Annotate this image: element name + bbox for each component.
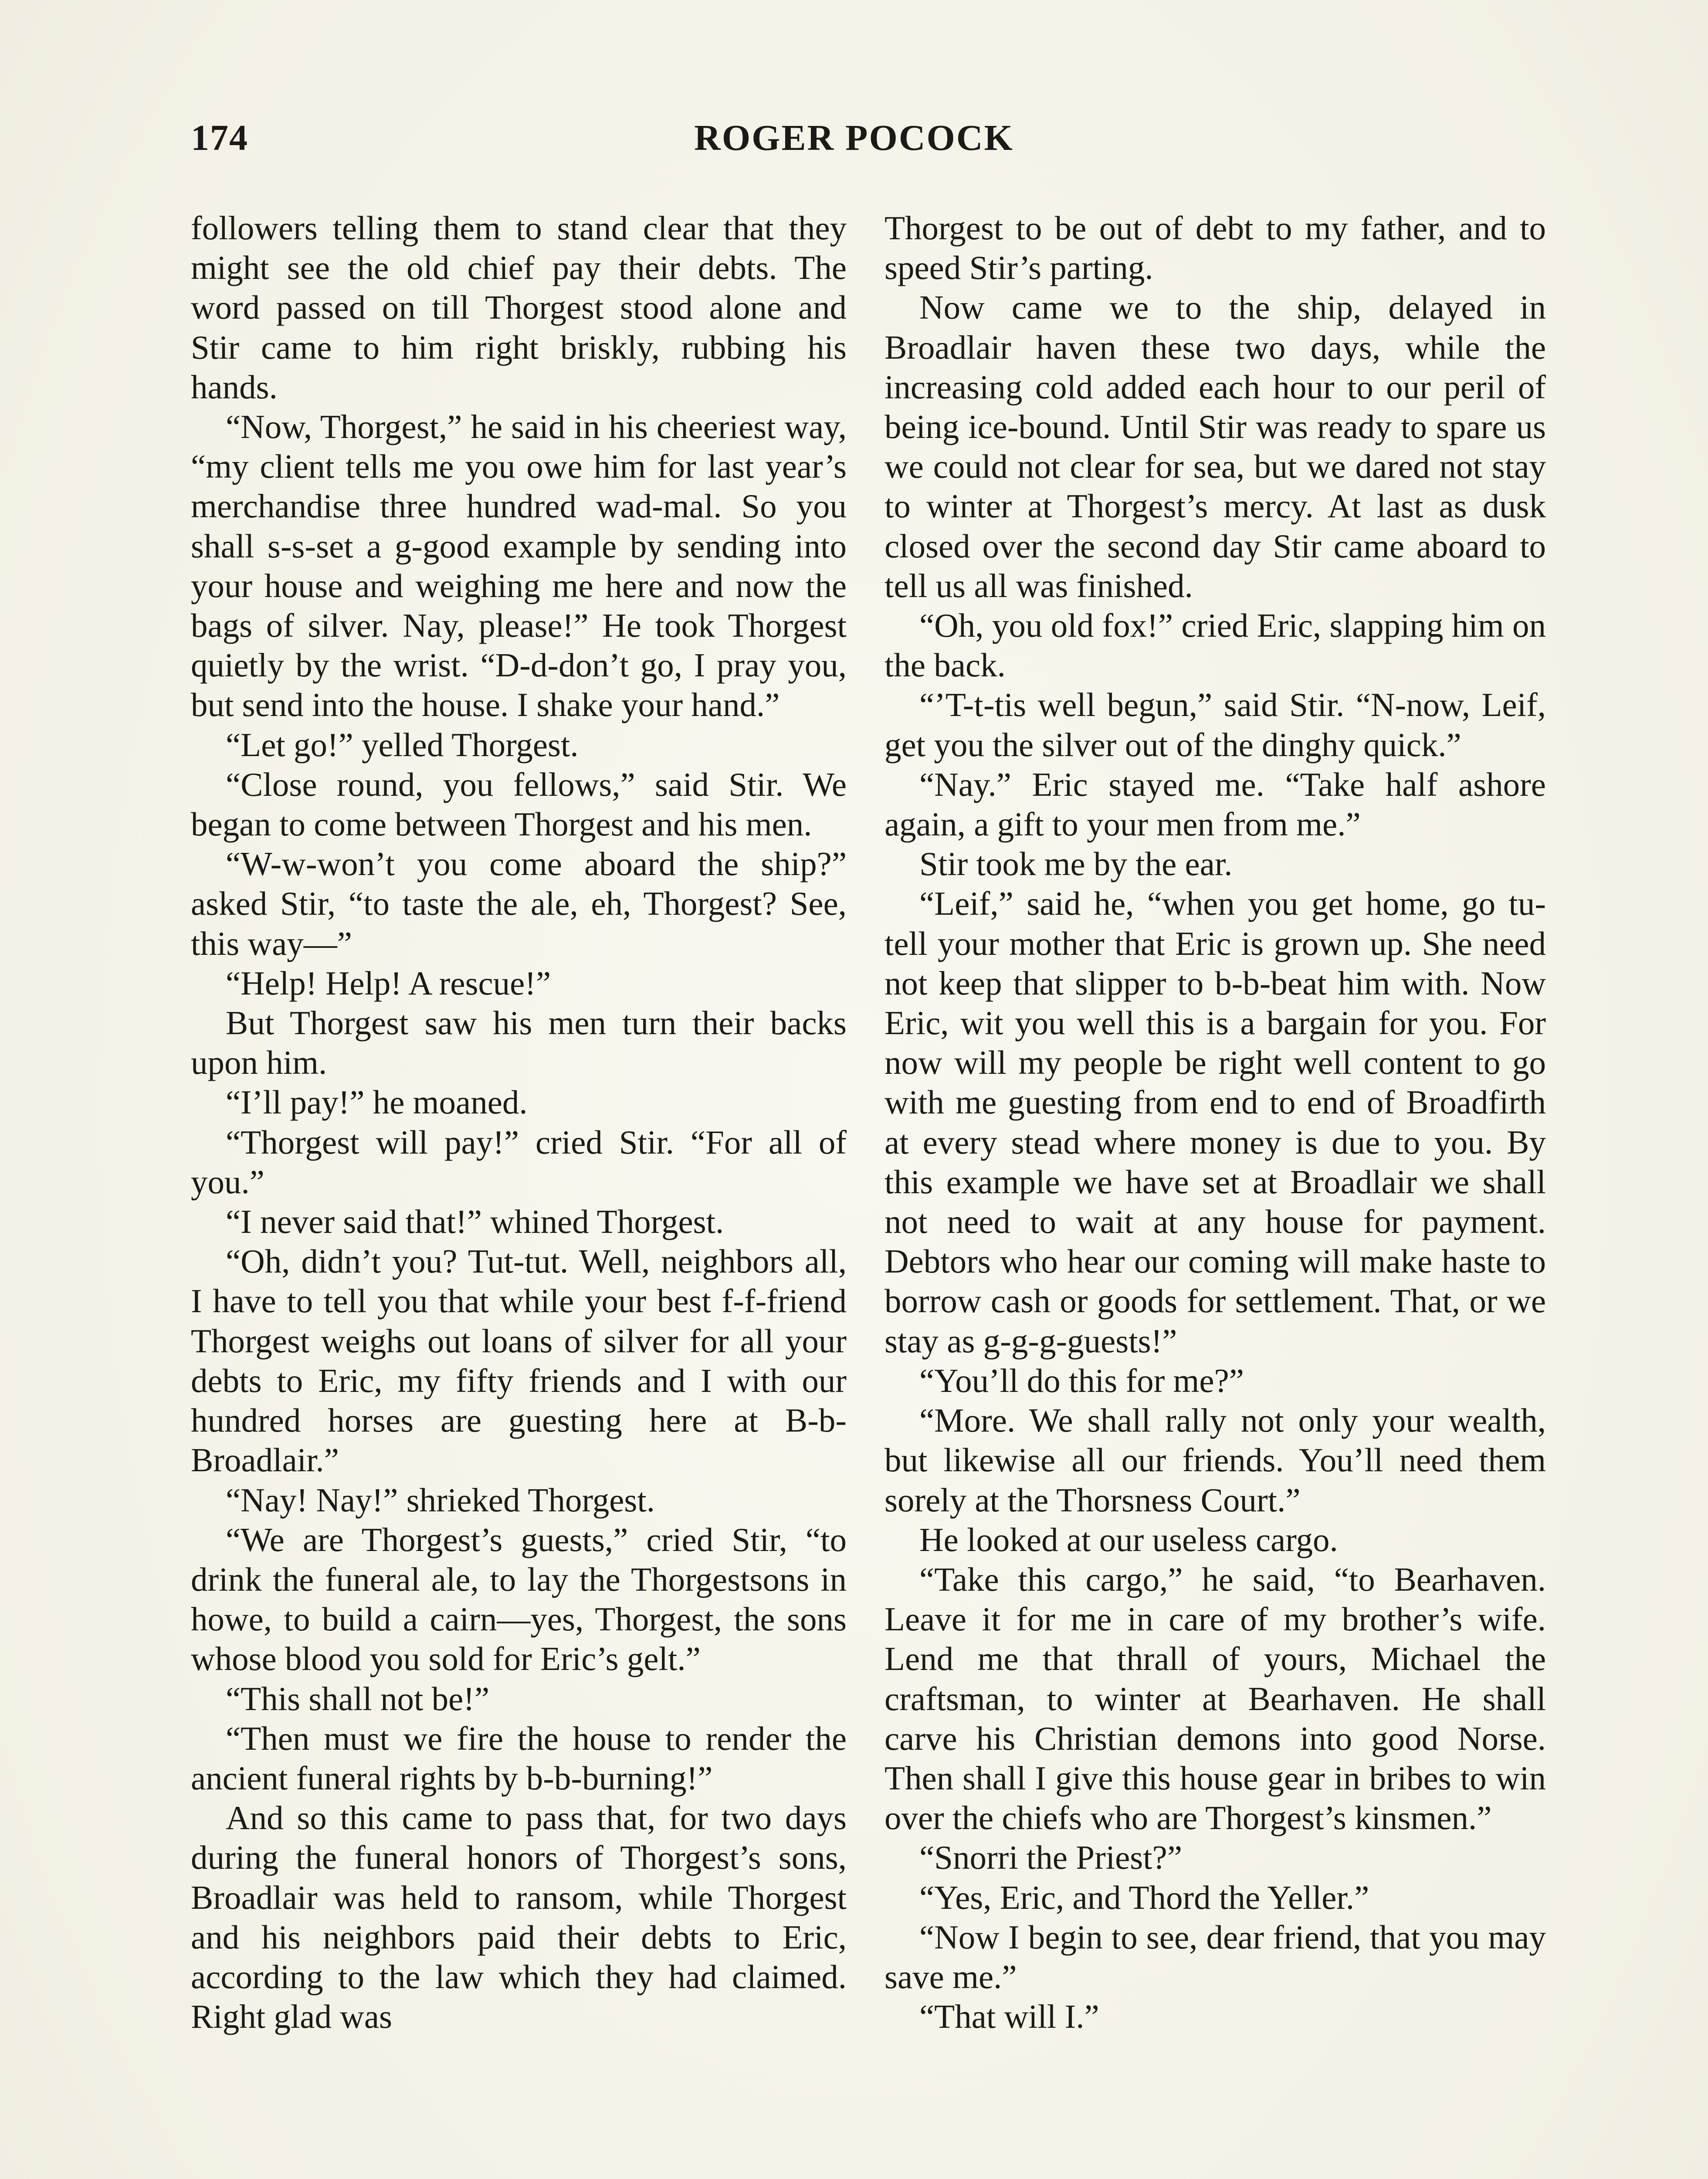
paragraph: “Let go!” yelled Thorgest. <box>226 726 579 764</box>
paragraph: And so this came to pass that, for two days during the funeral honors of Thorgest’s sons, Broadlair was held to ransom, while Thorgest and his neighbors paid their debts to Eric, according to the law which they had claimed. Right glad was <box>191 1799 847 2036</box>
paragraph: “Help! Help! A rescue!” <box>226 964 551 1002</box>
left-column <box>191 208 847 2036</box>
paragraph: followers telling them to stand clear that they might see the old chief pay their debts. The word passed on till Thorgest stood alone and Stir came to him right briskly, rubbing his hands. <box>191 209 847 406</box>
paragraph: “Close round, you fellows,” said Stir. We began to come between Thorgest and his men. <box>191 765 847 843</box>
paragraph: “’T-t-tis well begun,” said Stir. “N-now, Leif, get you the silver out of the dinghy quick.” <box>884 686 1546 764</box>
paragraph: “Nay! Nay!” shrieked Thorgest. <box>226 1481 655 1519</box>
paragraph: “You’ll do this for me?” <box>919 1361 1244 1399</box>
paragraph: Now came we to the ship, delayed in Broadlair haven these two days, while the increasing cold added each hour to our peril of being ice-bound. Until Stir was ready to spare us we could not clear for sea, but we dared not stay to winter at Thorgest’s mercy. At last as dusk closed over the second day Stir came aboard to tell us all was finished. <box>884 288 1546 604</box>
paragraph: He looked at our useless cargo. <box>919 1521 1338 1558</box>
paragraph: “Snorri the Priest?” <box>919 1839 1182 1877</box>
paragraph: “Thorgest will pay!” cried Stir. “For all of you.” <box>191 1123 847 1201</box>
paragraph: “Leif,” said he, “when you get home, go tu-tell your mother that Eric is grown up. She need not keep that slipper to b-b-beat him with. Now Eric, wit you well this is a bargain for you. For now will my people be right well content to go with me guesting from end to end of Broadfirth at every stead where money is due to you. By this example we have set at Broadlair we shall not need to wait at any house for payment. Debtors who hear our coming will make haste to borrow cash or goods for settlement. That, or we stay as g-g-g-guests!” <box>884 885 1546 1360</box>
paragraph: “Oh, didn’t you? Tut-tut. Well, neighbors all, I have to tell you that while your best f-f-friend Thorgest weighs out loans of silver for all your debts to Eric, my fifty friends and I with our hundred horses are guesting here at B-b-Broadlair.” <box>191 1242 847 1479</box>
page-header <box>191 117 1517 169</box>
paragraph: “Yes, Eric, and Thord the Yeller.” <box>919 1878 1369 1916</box>
page-number: 174 <box>191 118 248 158</box>
paragraph: “Then must we fire the house to render the ancient funeral rights by b-b-burning!” <box>191 1719 847 1797</box>
paragraph: “Nay.” Eric stayed me. “Take half ashore again, a gift to your men from me.” <box>884 765 1546 843</box>
paragraph: Stir took me by the ear. <box>919 845 1233 883</box>
paragraph: Thorgest to be out of debt to my father, and to speed Stir’s parting. <box>884 209 1546 287</box>
right-column <box>884 208 1546 2036</box>
paragraph: But Thorgest saw his men turn their backs upon him. <box>191 1004 847 1082</box>
paragraph: “I’ll pay!” he moaned. <box>226 1083 528 1121</box>
paragraph: “Now I begin to see, dear friend, that you may save me.” <box>884 1918 1546 1996</box>
running-head: ROGER POCOCK <box>694 118 1014 158</box>
paragraph: “Oh, you old fox!” cried Eric, slapping him on the back. <box>884 607 1546 684</box>
paragraph: “I never said that!” whined Thorgest. <box>226 1203 724 1241</box>
paragraph: “That will I.” <box>919 1998 1099 2036</box>
paragraph: “We are Thorgest’s guests,” cried Stir, “to drink the funeral ale, to lay the Thorgestsons in howe, to build a cairn—yes, Thorgest, the sons whose blood you sold for Eric’s gelt.” <box>191 1521 847 1678</box>
paragraph: “Take this cargo,” he said, “to Bearhaven. Leave it for me in care of my brother’s wife. Lend me that thrall of yours, Michael the craftsman, to winter at Bearhaven. He shall carve his Christian demons into good Norse. Then shall I give this house gear in bribes to win over the chiefs who are Thorgest’s kinsmen.” <box>884 1560 1546 1837</box>
paragraph: “Now, Thorgest,” he said in his cheeriest way, “my client tells me you owe him for last year’s merchandise three hundred wad-mal. So you shall s-s-set a g-good example by sending into your house and weighing me here and now the bags of silver. Nay, please!” He took Thorgest quietly by the wrist. “D-d-don’t go, I pray you, but send into the house. I shake your hand.” <box>191 408 847 724</box>
paragraph: “More. We shall rally not only your wealth, but likewise all our friends. You’ll need them sorely at the Thorsness Court.” <box>884 1402 1546 1519</box>
paragraph: “W-w-won’t you come aboard the ship?” asked Stir, “to taste the ale, eh, Thorgest? See, this way—” <box>191 845 847 962</box>
paragraph: “This shall not be!” <box>226 1680 490 1717</box>
